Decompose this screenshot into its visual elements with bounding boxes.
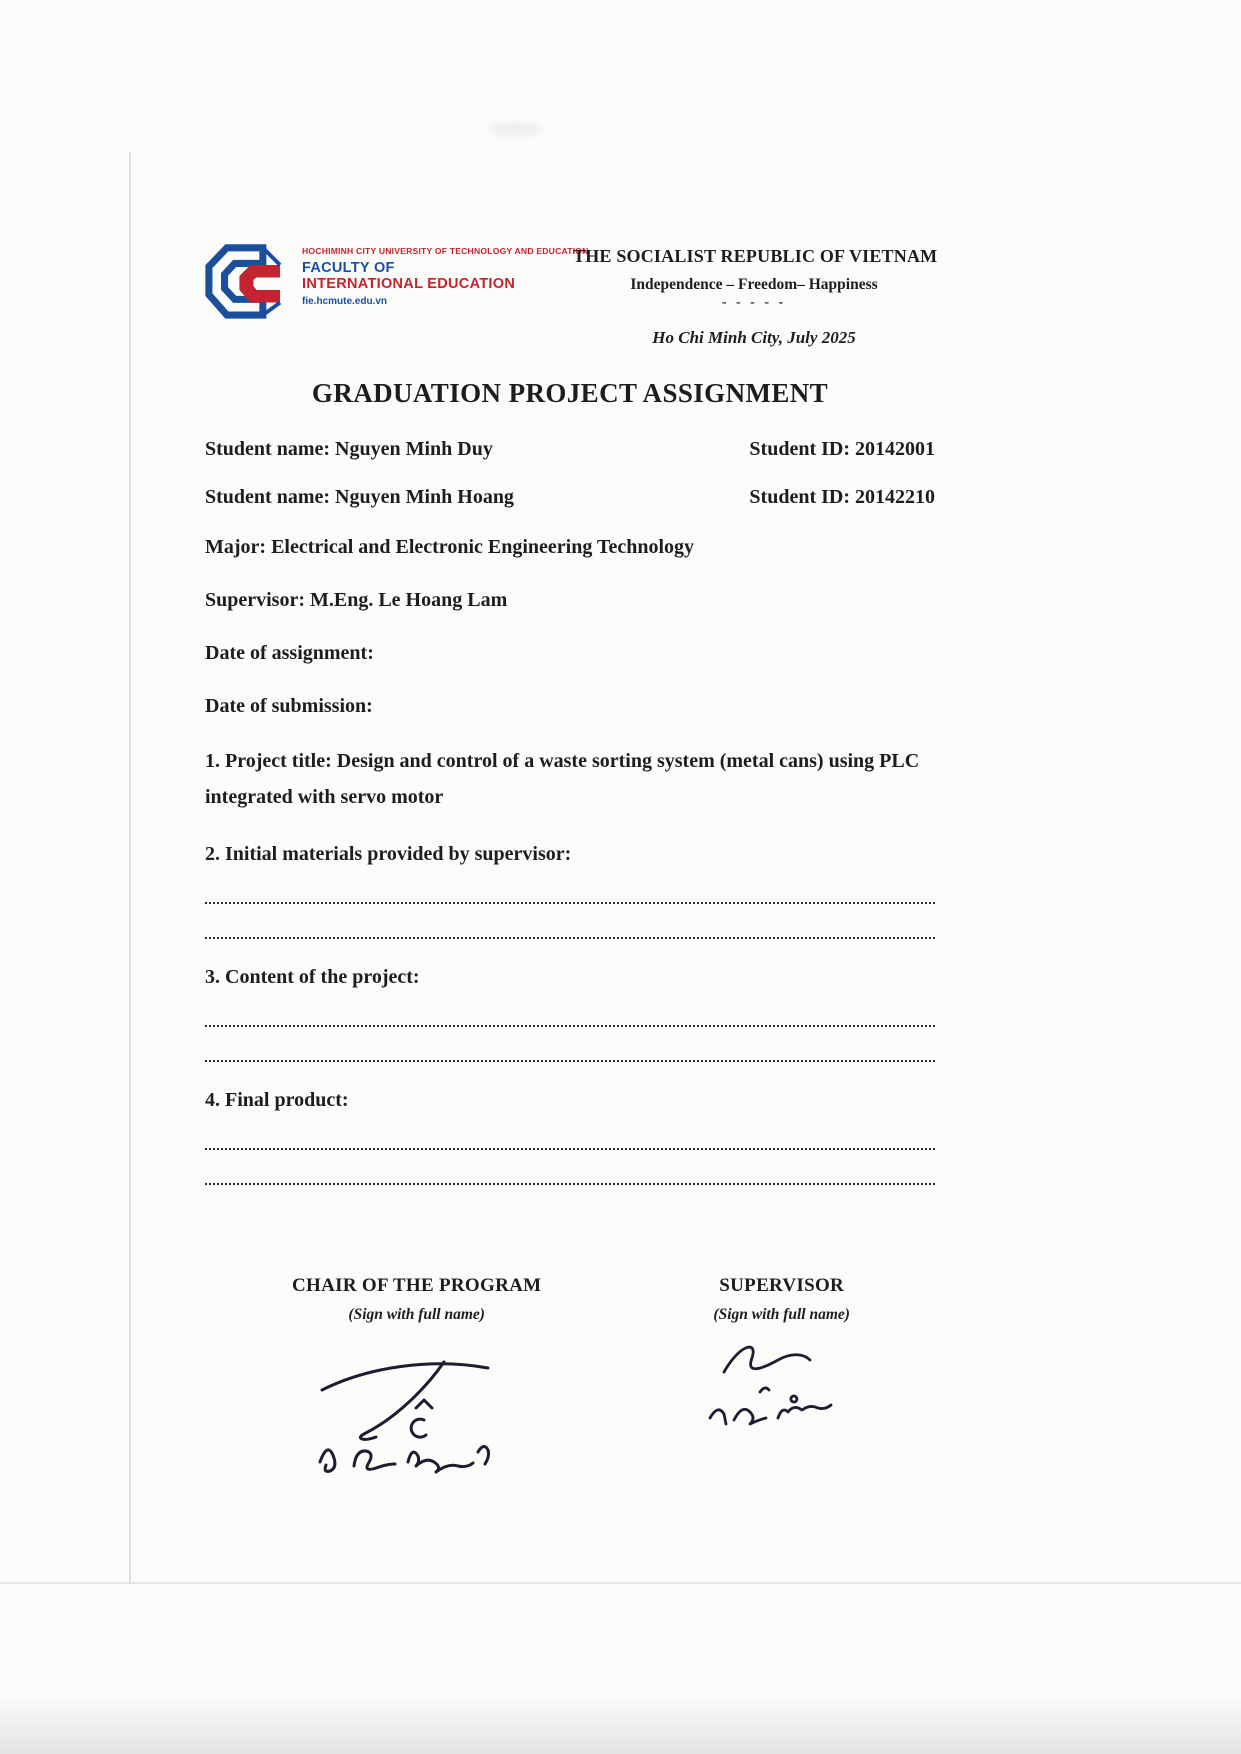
dotted-line: [205, 1183, 935, 1185]
national-header: [573, 244, 938, 348]
chair-signature: [292, 1334, 542, 1479]
scan-smudge: [488, 122, 542, 136]
student-row: [205, 486, 935, 509]
major-field: Major: Electrical and Electronic Engineering Technology: [205, 536, 695, 558]
date-submission-field: Date of submission:: [205, 695, 373, 717]
dotted-line: [205, 1148, 935, 1150]
student-id: Student ID: 20142210: [749, 486, 935, 508]
faculty-logo-icon: [205, 244, 291, 322]
chair-signature-block: [205, 1275, 628, 1484]
content-item: 3. Content of the project:: [205, 965, 420, 988]
supervisor-title: SUPERVISOR: [719, 1274, 845, 1296]
supervisor-signature-block: [628, 1275, 935, 1484]
supervisor-sign-note: (Sign with full name): [713, 1305, 850, 1323]
document-body: [205, 244, 938, 1484]
place-and-date: Ho Chi Minh City, July 2025: [652, 328, 856, 347]
supervisor-signature: [694, 1334, 869, 1454]
faculty-name-line1: FACULTY OF: [302, 260, 395, 276]
student-name: Student name: Nguyen Minh Duy: [205, 438, 493, 460]
final-product-item: 4. Final product:: [205, 1088, 349, 1111]
chair-sign-note: (Sign with full name): [348, 1305, 485, 1323]
faculty-logo-text: [302, 244, 589, 307]
faculty-website: fie.hcmute.edu.vn: [302, 296, 388, 307]
chair-title: CHAIR OF THE PROGRAM: [292, 1274, 542, 1296]
motto-separator: - - - - -: [721, 295, 787, 310]
national-motto: Independence – Freedom– Happiness: [630, 276, 878, 293]
dotted-line: [205, 1025, 935, 1027]
university-name: HOCHIMINH CITY UNIVERSITY OF TECHNOLOGY AND EDUCATION: [302, 246, 589, 256]
country-title: THE SOCIALIST REPUBLIC OF VIETNAM: [573, 246, 938, 266]
date-assignment-field: Date of assignment:: [205, 642, 374, 664]
faculty-name-line2: INTERNATIONAL EDUCATION: [302, 276, 516, 292]
scan-edge-bottom: [0, 1582, 1241, 1584]
scan-bottom-shadow: [0, 1696, 1241, 1754]
dotted-line: [205, 1060, 935, 1062]
project-title-item: 1. Project title: Design and control of a waste sorting system (metal cans) using PLC integrated with servo motor: [205, 750, 920, 809]
initial-materials-item: 2. Initial materials provided by supervisor:: [205, 842, 572, 865]
student-name: Student name: Nguyen Minh Hoang: [205, 486, 514, 508]
student-row: [205, 438, 935, 461]
document-title: GRADUATION PROJECT ASSIGNMENT: [311, 378, 829, 408]
scan-edge-left: [129, 152, 131, 1584]
signature-section: [205, 1275, 935, 1484]
dotted-line: [205, 937, 935, 939]
dotted-line: [205, 902, 935, 904]
faculty-logo-block: [205, 244, 589, 322]
document-header: [205, 244, 938, 348]
student-id: Student ID: 20142001: [749, 438, 935, 460]
supervisor-field: Supervisor: M.Eng. Le Hoang Lam: [205, 589, 508, 611]
